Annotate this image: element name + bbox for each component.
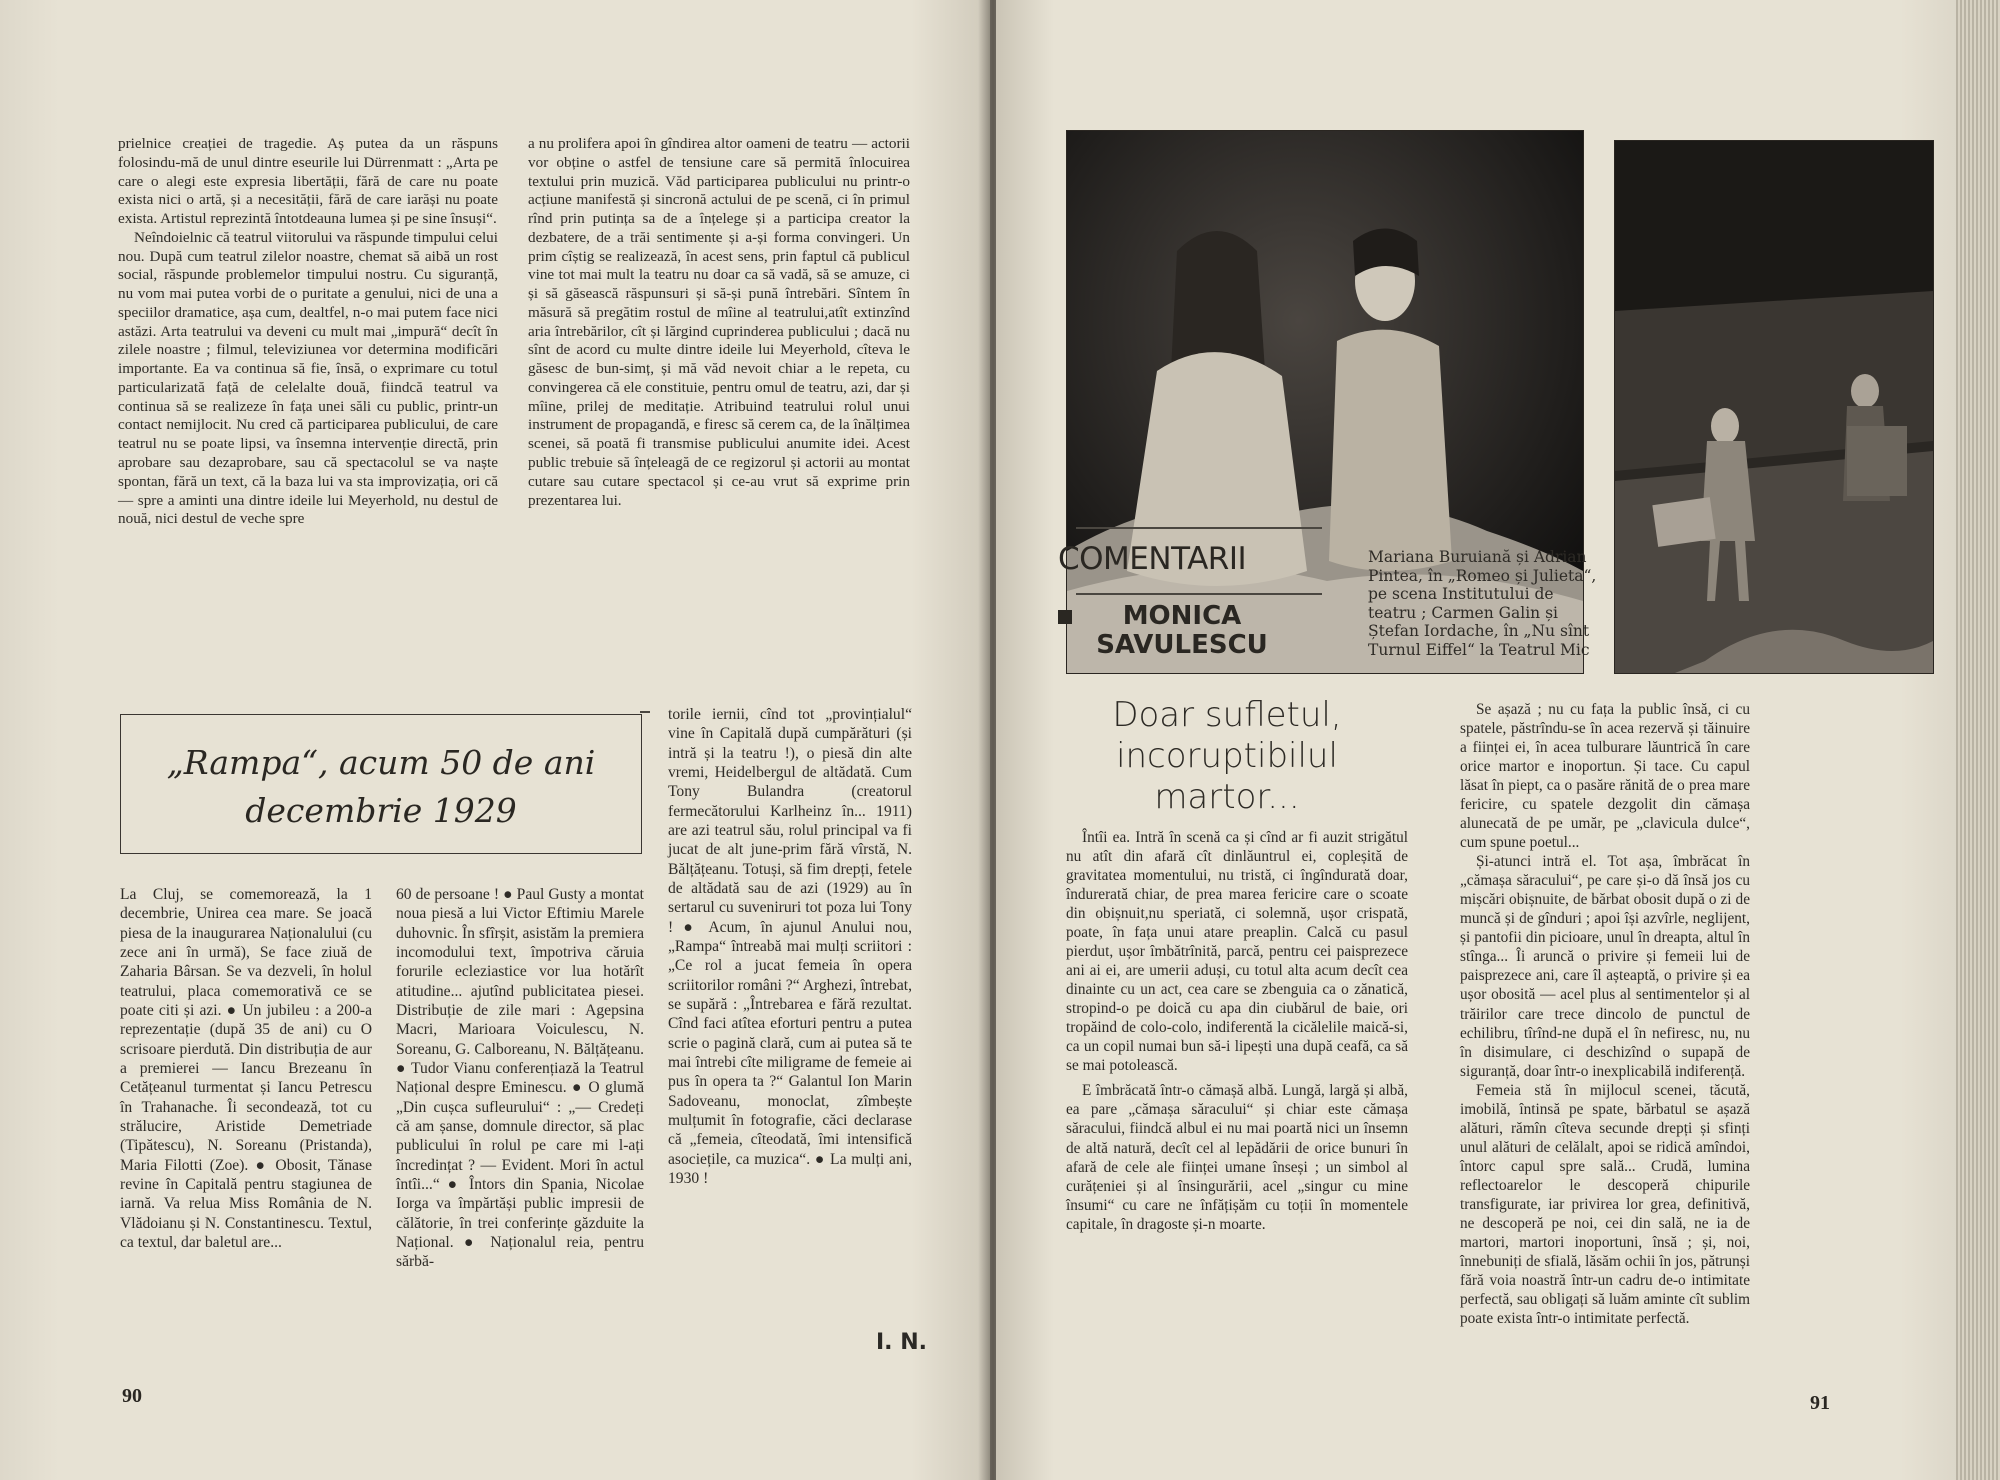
headline-line-1: Doar sufletul, bbox=[1112, 695, 1342, 735]
section-rule-top bbox=[1076, 527, 1322, 529]
right-page bbox=[996, 0, 1956, 1480]
paragraph: Neîndoielnic că teatrul viitorului va răspunde timpului celui nou. După cum teatrul zilelor noastre, chemat să aibă un rost social, răspunde problemelor timpului nostru. Cu siguranță, nu vom mai putea vorbi de o puritate a genului, nici de una a speciilor dramatice, așa cum, dealtfel, n-o mai putem face nici astăzi. Arta teatrului va deveni cu mult mai „impură“ decît în zilele noastre ; filmul, televiziunea vor determina modificări importante. Ea va continua să fie, însă, o exprimare cu totul particularizată față de celelalte două, fiindcă teatrul va continua să se realizeze în fața unei săli cu public, printr-un contact nemijlocit. Nu cred că participarea publicului, de care teatrul nu se poate lipsi, va însemna intervenție directă, prin aprobare sau dezaprobare, sau că spectacolul se va naște spontan, fără un text, că la baza lui va sta improvizația, ori că — spre a aminti una dintre ideile lui Meyerhold, nu destul de nouă, nici destul de veche spre bbox=[118, 228, 498, 528]
chronicle-column-2 bbox=[396, 885, 644, 1272]
rampa-title-box bbox=[120, 714, 642, 854]
paragraph: Întîi ea. Intră în scenă ca și cînd ar fi auzit strigătul nu atît din afară cît dinlăuntrul ei, copleșită de gravitatea momentului, nu tristă, ci îngîndurată doar, îndurerată chiar, de prea marea fericire care o scoate din obișnuit,nu speriată, ci solemnă, ușor crispată, poate, în fața unui atare preaplin. Calcă cu pasul pierdut, ușor îmbătrînită, parcă, pentru cei paisprezece ani ai ei, are umerii aduși, cu totul alta acum decît cea dinainte cu un act, cea care se zbenguia ca o zănatică, stropind-o pe doică cu apa din ciubărul de baie, ori tropăind de colo-colo, indiferentă la cicălelile maică-si, ca un copil numai bun să-i lipești una după ceafă, ca să se mai potolească. bbox=[1066, 829, 1408, 1075]
article-headline bbox=[1062, 695, 1392, 817]
section-rule-bottom bbox=[1076, 593, 1322, 595]
page-edges bbox=[1956, 0, 2000, 1480]
chronicle-column-1 bbox=[120, 885, 372, 1252]
chronicle-column-3 bbox=[668, 705, 912, 1188]
paragraph: prielnice creației de tragedie. Aș putea da un răspuns folosindu-mă de unul dintre esеurile lui Dürrenmatt : „Arta pe care o alegi este expresia libertății, fără de care nu poate exista nici o artă, și a necesității, fără de care iarăși nu poate exista. Artistul reprezintă întotdeauna lumea și pe sine însuși“. bbox=[118, 135, 498, 228]
essay-column-1 bbox=[118, 135, 498, 529]
paragraph: a nu prolifera apoi în gîndirea altor oameni de teatru — actorii vor obține o astfel de tensiune care să permită înlocuirea textului prin muzică. Văd participarea publicului nu printr-o acțiune manifestă și sincronă actului de pe scenă, ci în primul rînd prin putința sa de a înțelege și a participa creator la dezbatere, de a trăi sentimente și a-și forma convingeri. Un prim cîștig se realizează, în acest sens, prin faptul că publicul vine tot mai mult la teatru nu doar ca să vadă, să se amuze, ci și să găsească răspunsuri și să-și pună întrebări. Sîntem în măsură să pregătim rostul de mîine al teatrului,atît extinzînd aria întrebărilor, cît și lărgind cuprinderea publicului ; dacă nu sînt de acord cu multe dintre ideile lui Meyerhold, cîteva le găsesc de bun-simț, și mă văd nevoit chiar a le repeta, cu convingerea că ele constituie, pentru omul de teatru, azi, dar și mîine, prilej de meditație. Atribuind teatrului rolul unui instrument de propagandă, e firesc să cerem ca, de la înălțimea scenei, să poată fi transmise publicului anumite idei. Acest public trebuie să înțeleagă de ce regizorul și actorii au montat cutare sau cutare spectacol și ce-au vrut să exprime prin prezentarea lui. bbox=[528, 135, 910, 509]
essay-column-2 bbox=[528, 135, 910, 510]
headline-line-2: incoruptibilul martor... bbox=[1116, 735, 1338, 817]
paragraph: torile iernii, cînd tot „provințialul“ vine în Capitală după cumpărături (și intră și la teatru !), o piesă din alte vremi, Heidelbergul de altădată. Cum Tony Bulandra (creatorul fermecătorului Karlheinz în... 1911) are azi teatrul său, rolul principal va fi jucat de alt june-prim fără vîrstă, N. Bălțățeanu. Totuși, să fim drepți, fetele de altădată sau de azi (1929) au în sertarul cu suveniruri tot poza lui Tony ! ● Acum, în ajunul Anului nou, „Rampa“ întreabă mai mulți scriitori : „Ce rol a jucat femeia în opera scriitorilor români ?“ Arghezi, întrebat, se supără : „Întrebarea e fără rezultat. Cînd faci atîtea eforturi pentru a putea scrie o pagină clară, cum ai putea să te mai întrebi cîte miligrame de femeie ai pus în opera ta ?“ Galantul Ion Marin Sadoveanu, monoclat, zîmbește mulțumit în fotografie, căci declarase că „femeia, cîteodată, îmi intensifică asociețile, ca muzica“. ● La mulți ani, 1930 ! bbox=[668, 706, 912, 1187]
page-number: 91 bbox=[1810, 1392, 1830, 1414]
photo-nu-sint-turnul-eiffel bbox=[1614, 140, 1934, 674]
paragraph: Se așază ; nu cu fața la public însă, ci cu spatele, păstrîndu-se în acea rezervă și tăinuire a ființei ei, în acea tulburare lăuntrică în care orice martor e inoportun. Și tace. Cu capul lăsat în piept, ca o pasăre rănită de o prea mare fericire, cu spatele dezgolit din cămașa alunecată de pe umăr, pe „clavicula dulce“, cum spune poetul... bbox=[1460, 701, 1750, 852]
page-number: 90 bbox=[122, 1385, 142, 1407]
box-title-line-1: „Rampa“, acum 50 de ani bbox=[166, 743, 596, 782]
author-name: MONICA SAVULESCU bbox=[1096, 601, 1268, 661]
photo-caption: Mariana Buruiană și Adrian Pintea, în „Romeo și Julieta“, pe scena Institutului de teatru ; Carmen Galin și Ștefan Iordache, în „Nu sînt Turnul Eiffel“ la Teatrul Mic bbox=[1368, 548, 1597, 659]
stage-photo-2 bbox=[1615, 141, 1933, 673]
box-title-line-2: decembrie 1929 bbox=[245, 791, 517, 830]
signature: I. N. bbox=[876, 1330, 927, 1355]
left-page bbox=[0, 0, 990, 1480]
paragraph: La Cluj, se comemorează, la 1 decembrie, Unirea cea mare. Se joacă piesa de la inaugurarea Naționalului (cu zece ani în urmă), Se face ziuă de Zaharia Bârsan. Se va dezveli, în holul teatrului, placa comemorativă ce se poate citi și azi. ● Un jubileu : a 200-a reprezentație (după 35 de ani) cu O scrisoare pierdută. Din distribuția de aur a premierei — Iancu Brezeanu în Cetățeanul turmentat și Iancu Petrescu în Trahanache. Îi secondează, tot cu strălucire, Aristide Demetriade (Tipătescu), N. Soreanu (Pristanda), Maria Filotti (Zoe). ● Obosit, Tănase revine în Capitală pentru stagiunea de iarnă. Va relua Miss România de N. Vlădoianu și N. Constantinescu. Textul, ca textul, dar baletul are... bbox=[120, 886, 372, 1251]
author-bullet bbox=[1058, 610, 1072, 624]
paragraph: Femeia stă în mijlocul scenei, tăcută, imobilă, întinsă pe spate, bărbatul se așază alături, rămîn cîteva secunde drepți și sfinți unul alături de celălalt, apoi se ridică amîndoi, întorc capul spre sală... Crudă, lumina reflectoarelor le descoperă chipurile transfigurate, iar privirea lor grea, definitivă, ne descoperă pe noi, cei din sală, ne ia de martori, martori inoportuni, însă ; și, noi, înnebuniți de sfială, lăsăm ochii în jos, pătrunși fără voia noastră într-un cadru de-o intimitate perfectă, sau obligați să luăm aminte cît sublim poate exista într-o intimitate perfectă. bbox=[1460, 1081, 1750, 1327]
paragraph: Și-atunci intră el. Tot așa, îmbrăcat în „cămașa săracului“, pe care și-o dă însă jos cu mișcări obișnuite, de bărbat obosit după o zi de muncă și de gînduri ; apoi își azvîrle, neglijent, și pantofii din picioare, unul în dreapta, altul în stînga... Îi aruncă o privire și femeii lui de paisprezece ani, care îl așteaptă, o privire și ea ușor obosită — acel plus al sentimentelor și al trăirilor care trece dincolo de punctul de echilibru, tîrînd-ne după el în nefiresc, nu, nu în disimulare, ci deschizînd o supapă de siguranță, doar într-o inexplicabilă indiferență. bbox=[1460, 853, 1750, 1080]
article-column-2 bbox=[1460, 700, 1750, 1328]
paragraph: E îmbrăcată într-o cămașă albă. Lungă, largă și albă, ea pare „cămașa săracului“ și chiar este cămașa săracului, fiindcă albul ei nu mai poartă nici un însemn de altă natură, decît cel al lepădării de orice bunuri în afară de cele ale ființei umane înseși ; un simbol al curățeniei și al însingurării, acel „singur cu mine însumi“ cu care ne înfățișăm cu toții în momentele capitale, în dragoste și-n moarte. bbox=[1066, 1082, 1408, 1233]
paragraph: 60 de persoane ! ● Paul Gusty a montat noua piesă a lui Victor Eftimiu Marele duhovnic. În sfîrșit, asistăm la premiera incomodului text, împotriva căruia forurile ecleziastice vor lua hotărît atitudine... ajutînd publicitatea piesei. Distribuție de zile mari : Agepsina Macri, Marioara Voiculescu, N. Soreanu, G. Calboreanu, N. Bălțățeanu. ● Tudor Vianu conferențiază la Teatrul Național despre Eminescu. ● O glumă „Din cușca sufleurului“ : „— Credeți că am șanse, domnule director, să plac publicului în rolul pe care mi l-ați încredințat ? — Evident. Mori în actul întîi...“ ● Întors din Spania, Nicolae Iorga va împărtăși public impresii de călătorie, în trei conferințe găzduite la Național. ● Naționalul reia, pentru sărbă- bbox=[396, 886, 644, 1271]
box-corner-rule bbox=[640, 711, 650, 713]
section-label: COMENTARII bbox=[1058, 541, 1247, 577]
article-column-1 bbox=[1066, 828, 1408, 1234]
